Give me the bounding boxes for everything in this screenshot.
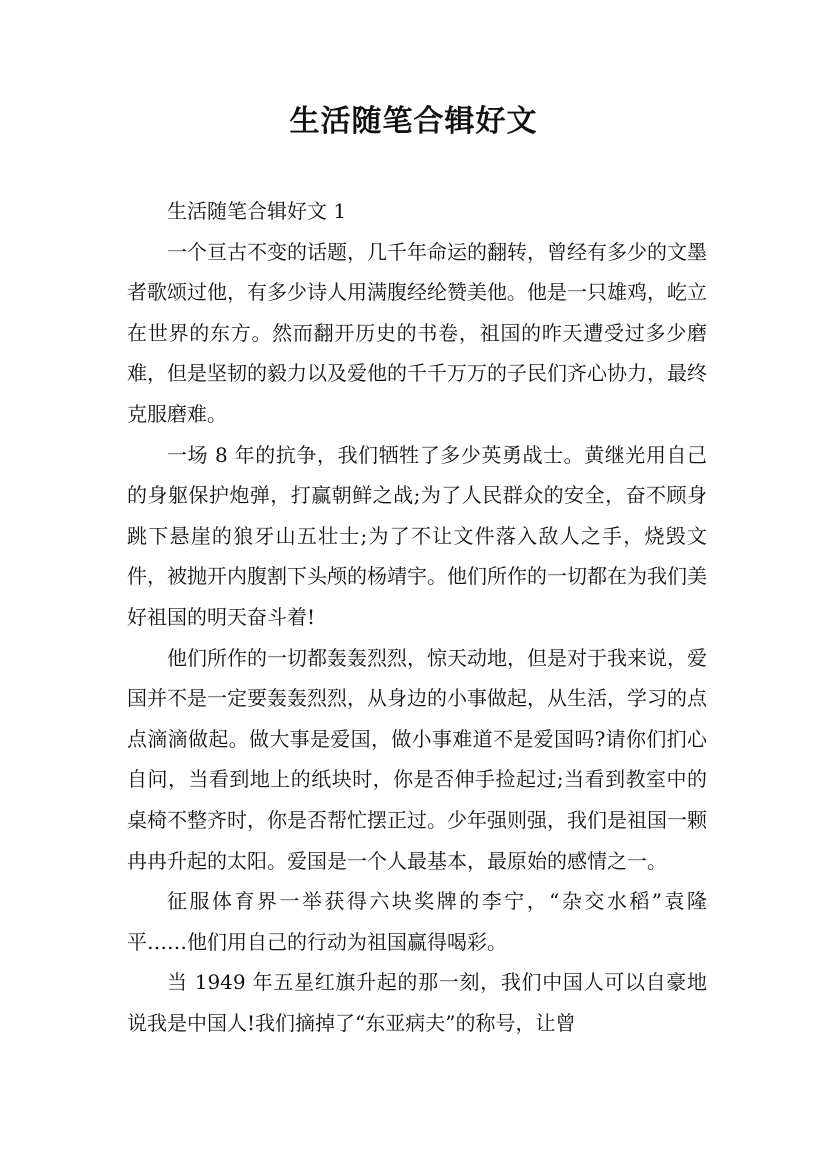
section-heading: 生活随笔合辑好文 1 [167, 199, 347, 223]
document-title: 生活随笔合辑好文 [289, 104, 538, 139]
paragraph: 一场 8 年的抗争，我们牺牲了多少英勇战士。黄继光用自己的身躯保护炮弹，打赢朝鲜之战;为了人民群众的安全，奋不顾身跳下悬崖的狼牙山五壮士;为了不让文件落入敌人之手，烧毁文件，被抛开内腹割下头颅的杨靖宇。他们所作的一切都在为我们美好祖国的明天奋斗着! [127, 442, 707, 629]
paragraph: 征服体育界一举获得六块奖牌的李宁，“杂交水稻”袁隆平……他们用自己的行动为祖国赢得喝彩。 [127, 889, 707, 954]
paragraph: 当 1949 年五星红旗升起的那一刻，我们中国人可以自豪地说我是中国人!我们摘掉了“东亚病夫”的称号，让曾 [127, 970, 707, 1035]
paragraph: 他们所作的一切都轰轰烈烈，惊天动地，但是对于我来说，爱国并不是一定要轰轰烈烈，从身边的小事做起，从生活，学习的点点滴滴做起。做大事是爱国，做小事难道不是爱国吗?请你们扪心自问，当看到地上的纸块时，你是否伸手捡起过;当看到教室中的桌椅不整齐时，你是否帮忙摆正过。少年强则强，我们是祖国一颗冉冉升起的太阳。爱国是一个人最基本，最原始的感情之一。 [127, 645, 707, 873]
paragraph: 一个亘古不变的话题，几千年命运的翻转，曾经有多少的文墨者歌颂过他，有多少诗人用满腹经纶赞美他。他是一只雄鸡，屹立在世界的东方。然而翻开历史的书卷，祖国的昨天遭受过多少磨难，但是坚韧的毅力以及爱他的千千万万的子民们齐心协力，最终克服磨难。 [127, 239, 707, 426]
document-body [127, 191, 707, 1043]
